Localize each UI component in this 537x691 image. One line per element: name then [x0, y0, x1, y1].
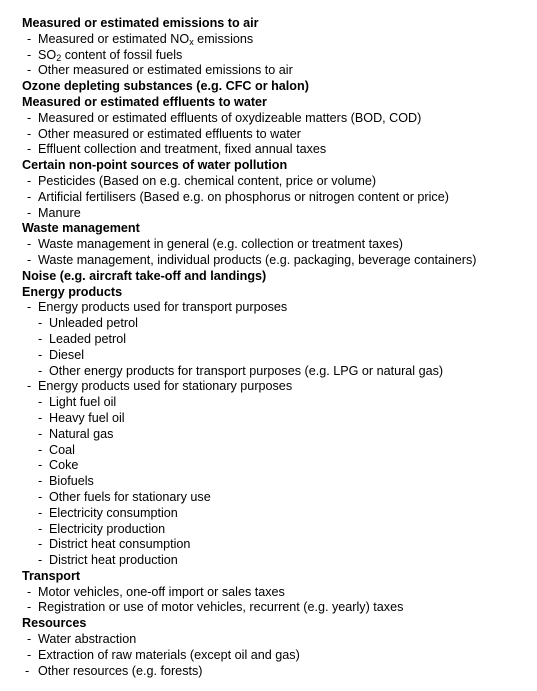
sub-list-item — [0, 490, 537, 506]
bullet-dash: - — [27, 600, 32, 615]
list-item — [0, 300, 537, 316]
bullet-dash: - — [27, 205, 32, 220]
item-text-after: content of fossil fuels — [61, 47, 183, 62]
list-item — [0, 32, 537, 48]
section-heading — [0, 95, 537, 111]
item-text: Electricity production — [49, 521, 166, 536]
item-text: Leaded petrol — [49, 331, 127, 346]
bullet-dash: - — [27, 632, 32, 647]
item-text: Energy products used for stationary purposes — [38, 379, 293, 394]
bullet-dash: - — [27, 110, 32, 125]
list-item — [0, 48, 537, 64]
bullet-dash: - — [38, 363, 43, 378]
bullet-dash: - — [27, 252, 32, 267]
bullet-dash: - — [38, 426, 43, 441]
item-text: Diesel — [49, 347, 84, 362]
item-text: Biofuels — [49, 474, 94, 489]
item-text: Motor vehicles, one-off import or sales taxes — [38, 584, 285, 599]
sub-list-item — [0, 553, 537, 569]
bullet-dash: - — [27, 647, 32, 662]
bullet-dash: - — [38, 505, 43, 520]
sub-list-item — [0, 443, 537, 459]
item-text: Waste management, individual products (e.g. packaging, beverage containers) — [38, 252, 477, 267]
item-text: Artificial fertilisers (Based e.g. on phosphorus or nitrogen content or price) — [38, 189, 449, 204]
sub-list-item — [0, 506, 537, 522]
list-item — [0, 206, 537, 222]
bullet-dash: - — [38, 395, 43, 410]
item-text: Effluent collection and treatment, fixed annual taxes — [38, 142, 327, 157]
subscript: x — [189, 36, 194, 47]
bullet-dash: - — [38, 410, 43, 425]
sub-list-item — [0, 395, 537, 411]
item-text: Pesticides (Based on e.g. chemical content, price or volume) — [38, 173, 377, 188]
sub-list-item — [0, 332, 537, 348]
item-text: Transport — [22, 568, 81, 583]
item-text: Water abstraction — [38, 632, 137, 647]
item-text: Electricity consumption — [49, 505, 178, 520]
sub-list-item — [0, 458, 537, 474]
item-text: Measured or estimated emissions to air — [22, 16, 259, 30]
bullet-dash: - — [38, 489, 43, 504]
list-item — [0, 63, 537, 79]
item-text: Energy products used for transport purposes — [38, 300, 288, 315]
bullet-dash: - — [38, 347, 43, 362]
item-text: Measured or estimated effluents to water — [22, 94, 267, 109]
item-text: Other fuels for stationary use — [49, 489, 211, 504]
bullet-dash: - — [27, 584, 32, 599]
item-text: Measured or estimated NO — [38, 31, 190, 46]
item-text: Other measured or estimated emissions to air — [38, 63, 293, 78]
section-heading — [0, 221, 537, 237]
section-heading — [0, 269, 537, 285]
bullet-dash: - — [27, 126, 32, 141]
sub-list-item — [0, 411, 537, 427]
list-item — [0, 632, 537, 648]
sub-list-item — [0, 537, 537, 553]
item-text: Light fuel oil — [49, 395, 117, 410]
list-item — [0, 664, 537, 680]
list-item — [0, 379, 537, 395]
list-item — [0, 648, 537, 664]
bullet-dash: - — [38, 474, 43, 489]
item-text: Natural gas — [49, 426, 114, 441]
item-text: Resources — [22, 616, 87, 631]
item-text: Ozone depleting substances (e.g. CFC or halon) — [22, 79, 309, 94]
bullet-dash: - — [27, 237, 32, 252]
item-text: Unleaded petrol — [49, 316, 138, 331]
sub-list-item — [0, 364, 537, 380]
section-heading — [0, 285, 537, 301]
item-text: Waste management — [22, 221, 140, 236]
bullet-dash: - — [27, 300, 32, 315]
item-text: Measured or estimated effluents of oxydizeable matters (BOD, COD) — [38, 110, 422, 125]
sub-list-item — [0, 474, 537, 490]
list-item — [0, 127, 537, 143]
item-text: Waste management in general (e.g. collection or treatment taxes) — [38, 237, 403, 252]
bullet-dash: - — [27, 379, 32, 394]
list-item — [0, 600, 537, 616]
bullet-dash: - — [27, 189, 32, 204]
item-text: Other measured or estimated effluents to water — [38, 126, 301, 141]
bullet-dash: - — [38, 458, 43, 473]
item-text-after: emissions — [193, 31, 254, 46]
item-text: Other energy products for transport purposes (e.g. LPG or natural gas) — [49, 363, 444, 378]
subscript: 2 — [56, 52, 62, 63]
item-text: District heat consumption — [49, 537, 191, 552]
list-item — [0, 111, 537, 127]
item-text: Registration or use of motor vehicles, recurrent (e.g. yearly) taxes — [38, 600, 404, 615]
bullet-dash: - — [38, 316, 43, 331]
sub-list-item — [0, 427, 537, 443]
item-text: Coke — [49, 458, 79, 473]
section-heading — [0, 79, 537, 95]
list-item — [0, 585, 537, 601]
bullet-dash: - — [27, 63, 32, 78]
item-text: Extraction of raw materials (except oil and gas) — [38, 647, 300, 662]
section-heading — [0, 158, 537, 174]
item-text: District heat production — [49, 553, 178, 568]
bullet-dash: - — [25, 663, 30, 678]
item-text: Certain non-point sources of water pollution — [22, 158, 288, 173]
section-heading — [0, 616, 537, 632]
sub-list-item — [0, 522, 537, 538]
bullet-dash: - — [38, 553, 43, 568]
list-item — [0, 237, 537, 253]
item-text: Energy products — [22, 284, 123, 299]
section-heading — [0, 16, 537, 32]
bullet-dash: - — [38, 442, 43, 457]
item-text: Noise (e.g. aircraft take-off and landings) — [22, 268, 267, 283]
tax-category-list — [0, 16, 537, 679]
bullet-dash: - — [38, 331, 43, 346]
list-item — [0, 174, 537, 190]
bullet-dash: - — [38, 521, 43, 536]
bullet-dash: - — [27, 31, 32, 46]
section-heading — [0, 569, 537, 585]
item-text: SO — [38, 47, 57, 62]
bullet-dash: - — [38, 537, 43, 552]
item-text: Other resources (e.g. forests) — [38, 663, 203, 678]
list-item — [0, 142, 537, 158]
list-item — [0, 253, 537, 269]
sub-list-item — [0, 316, 537, 332]
item-text: Coal — [49, 442, 75, 457]
bullet-dash: - — [27, 47, 32, 62]
item-text: Manure — [38, 205, 81, 220]
item-text: Heavy fuel oil — [49, 410, 125, 425]
bullet-dash: - — [27, 142, 32, 157]
sub-list-item — [0, 348, 537, 364]
bullet-dash: - — [27, 173, 32, 188]
list-item — [0, 190, 537, 206]
